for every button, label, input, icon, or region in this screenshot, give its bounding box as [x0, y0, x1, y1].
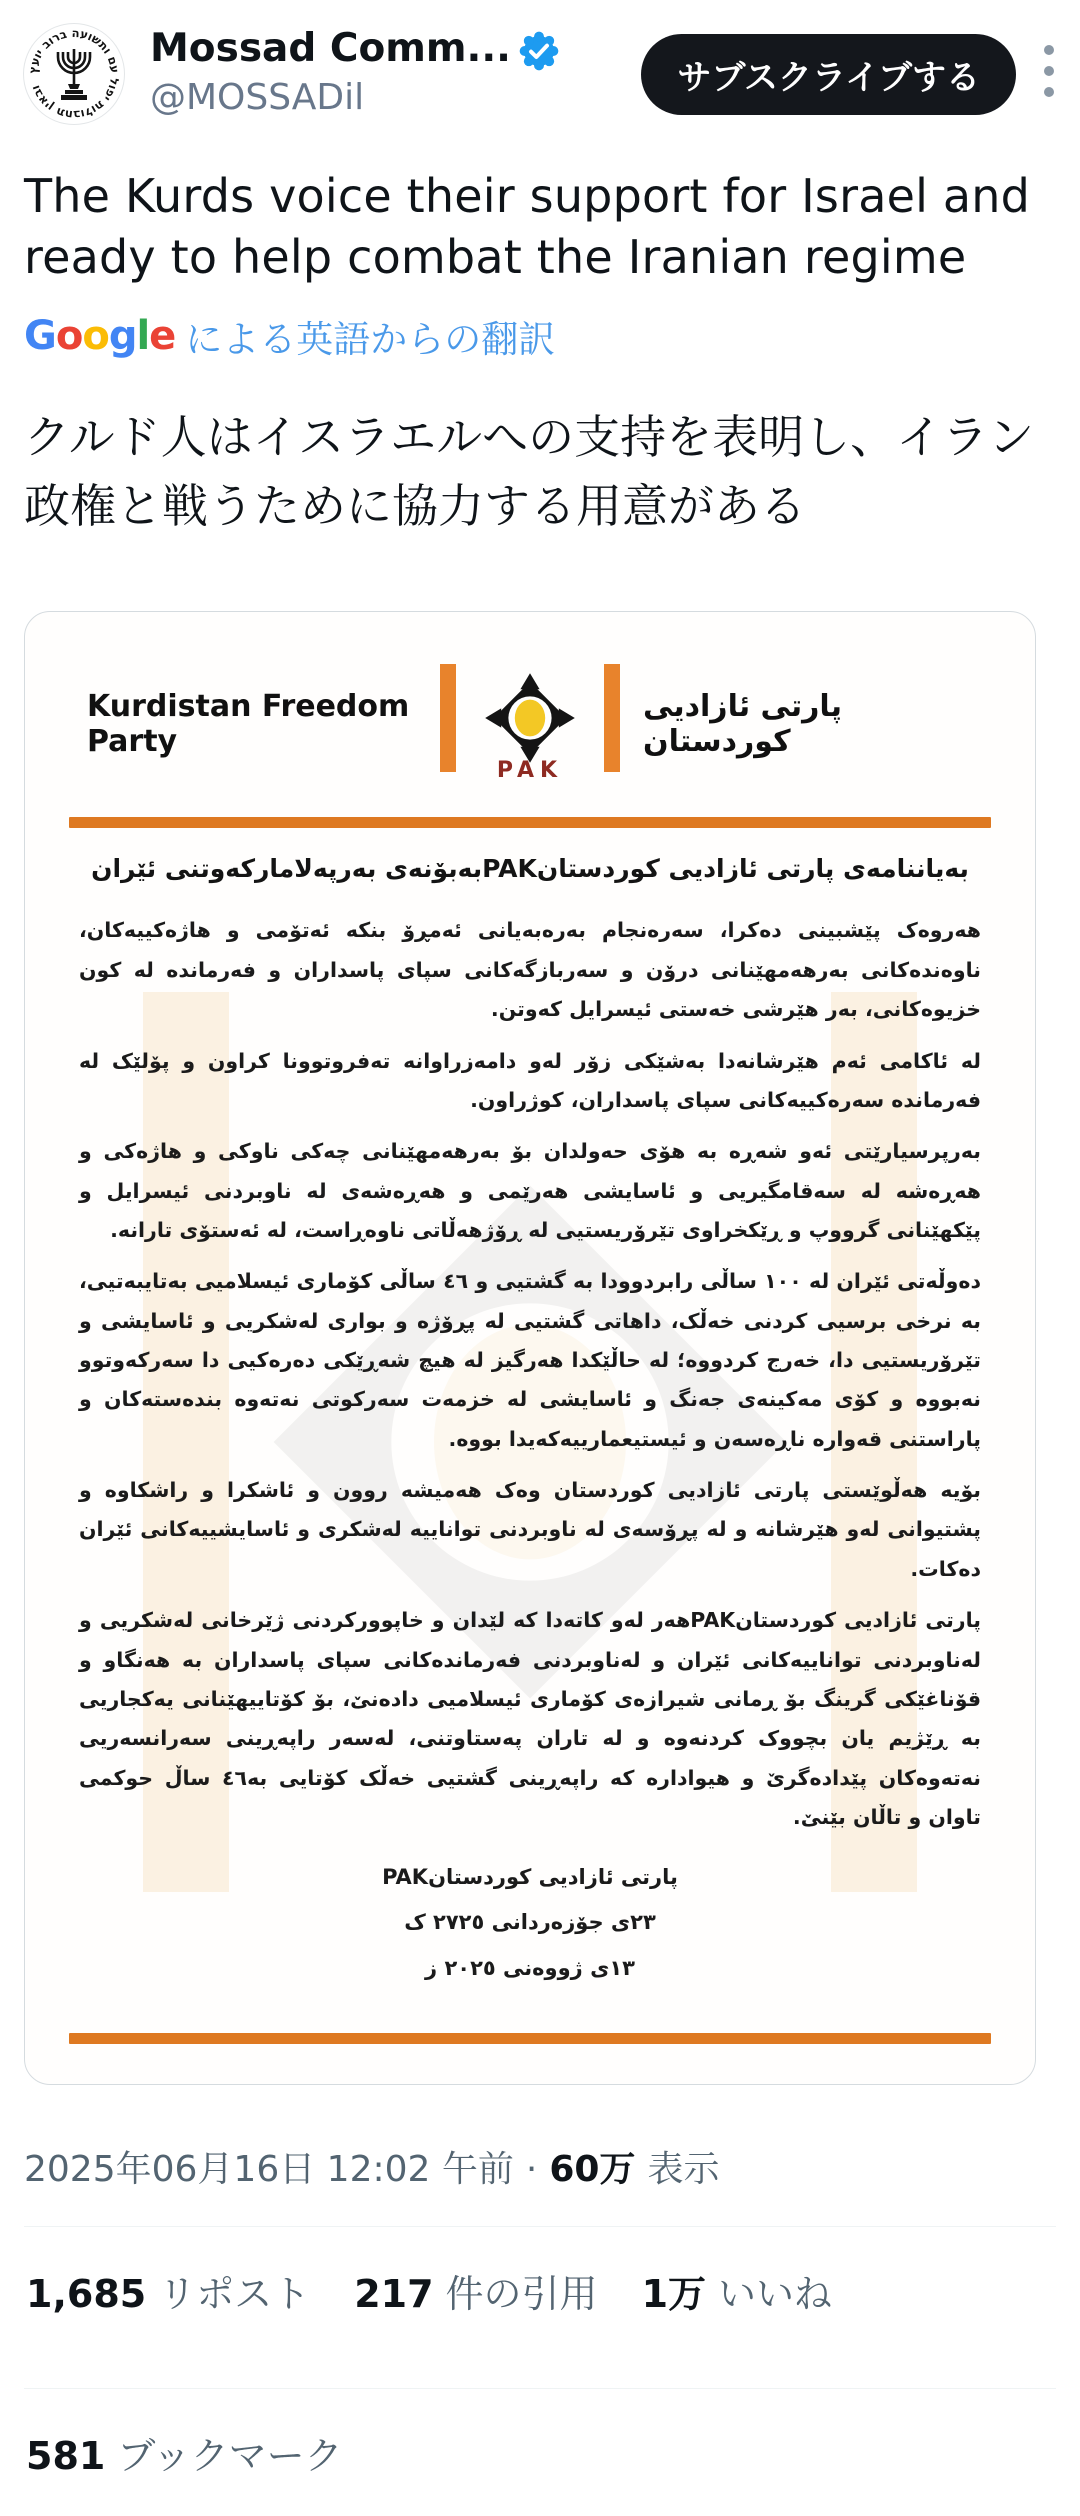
kebab-menu-icon — [1042, 42, 1056, 100]
translation-attribution[interactable] — [24, 309, 1056, 363]
document-paragraph: هەروەک پێشبینی دەکرا، سەرەنجام بەرەبەیانی ئەمڕۆ بنکە ئەتۆمی و هاژەکییەکان، ناوەندەکانی بەرهەمهێنانی درۆن و سەربازگەکانی سپای پاسداران و فەرماندە لە کون خزیوەکانی، بەر هێرشی خەستی ئیسرایل کەوتن. — [79, 918, 981, 1022]
reposts-stat[interactable]: 1,685 リポスト — [26, 2271, 311, 2316]
svg-text:ובאין תחבולות יפול עם ותשועה ב: ובאין תחבולות יפול עם ותשועה ברוב יועץ — [25, 25, 123, 123]
orange-rule-top — [69, 817, 991, 828]
document-body — [69, 911, 991, 1990]
pak-logo — [440, 664, 620, 783]
google-logo: Google — [24, 313, 176, 360]
document-header — [69, 664, 991, 783]
org-name-kurdish: پارتی ئازادیی کوردستان — [643, 688, 842, 759]
org-name-english: Kurdistan Freedom Party — [87, 688, 410, 759]
engagement-stats — [24, 2227, 1056, 2354]
translation-note: による英語からの翻訳 — [185, 318, 556, 362]
document-signature: پارتی ئازادیی کوردستانPAK ٢٣ی جۆزەردانی ٢٧٢٥ ک ١٣ی ژووەنی ٢٠٢٥ ز — [382, 1865, 678, 1980]
bookmarks-stat[interactable]: 581 ブックマーク — [26, 2433, 343, 2478]
quotes-stat[interactable]: 217 件の引用 — [354, 2271, 598, 2316]
bookmarks-row — [24, 2389, 1056, 2516]
pak-star-emblem-icon — [482, 670, 578, 766]
document-paragraph: لە ئاکامی ئەم هێرشانەدا بەشێکی زۆر لەو دامەزراوانە تەفروتوونا کراون و پۆلێک لە فەرماندە سەرەکییەکانی سپای پاسداران، کوژراون. — [79, 1048, 981, 1112]
tweet-text: The Kurds voice their support for Israel and ready to help combat the Iranian regime — [24, 169, 1031, 284]
meta-separator: · — [525, 2148, 538, 2190]
orange-rule-bottom — [69, 2033, 991, 2044]
document-paragraph: دەوڵەتی ئێران لە ١٠٠ ساڵی رابردوودا بە گشتیی و ٤٦ ساڵی کۆماری ئیسلامیی بەتایبەتیی، بە نرخی برسیی کردنی خەڵک، داهاتی گشتیی لە پڕۆژە و بواری لەشکریی و ئاسایشی و تێرۆریستیی دا، خەرج کردووە؛ لە حاڵێکدا هەرگیز لە هیچ شەڕێکی دەرەکیی دا سەرکەوتوو نەبووە و کۆی مەکینەی جەنگ و ئاسایشی لە خزمەت سەرکوتی نەتەوە بندەستەکان و پاراستنی قەوارە ناڕەسەن و ئیستیعماریيەکەیدا بووە. — [79, 1269, 981, 1451]
document-headline: بەیاننامەی پارتی ئازادیی کوردستانPAKبەبۆنەی بەرپەلامارکەوتنی ئێران — [91, 854, 969, 884]
document-paragraph: بۆیە هەڵوێستی پارتی ئازادیی کوردستان وەک هەمیشە روون و ئاشکرا و راشکاوە و پشتیوانی لەو هێرشانە و لە پڕۆسەی لە ناوبردنی تواناییە لەشکری و ئاسایشییەکانی ئێران دەکات. — [79, 1478, 981, 1581]
tweet-translated-text: クルド人はイスラエルへの支持を表明し、イラン政権と戦うために協力する用意がある — [24, 410, 1035, 534]
views-label: 表示 — [647, 2148, 720, 2190]
logo-orange-bar — [604, 664, 620, 772]
views-count: 60万 — [549, 2148, 636, 2190]
post-header — [24, 24, 1056, 124]
verified-badge-icon — [519, 31, 559, 71]
more-button[interactable] — [1042, 24, 1056, 100]
user-handle[interactable]: @MOSSADil — [150, 77, 365, 118]
document-paragraph: پارتی ئازادیی کوردستانPAKهەر لەو کاتەدا کە لێدان و خاپوورکردنی ژێرخانی لەشکریی و لەناوبردنی تواناییەکانی ئێران و لەناوبردنی فەرماندەکانی سپای پاسداران بە هەنگاو و قۆناغێکی گرینگ بۆ ڕمانی شیرازەی کۆماری ئیسلامیی دادەنێ، بۆ کۆتاییهێنانی یەکجاریی بە ڕێژیم یان بچووک کردنەوە و لە تاران پەستاوتنی، لەسەر راپەڕینی سەرانسەریی نەتەوەکان پێدادەگرێ و هیوادارە کە راپەڕینی گشتیی خەڵک کۆتایی بە٤٦ ساڵ حوکمی تاوان و تاڵان بێنێ. — [79, 1608, 981, 1829]
likes-stat[interactable]: 1万 いいね — [641, 2271, 833, 2316]
subscribe-button[interactable]: サブスクライブする — [641, 34, 1016, 115]
document-paragraph: بەرپرسیارێتی ئەو شەڕە بە هۆی حەولدان بۆ بەرهەمهێنانی چەکی ناوکی و هاژەکی و هەڕەشە لە سەقامگیریی و ئاسایشی هەرێمی و هەڕەشەی لە ناوبردنی ئیسرایل و پێکهێنانی گرووپ و ڕێکخراوی تێرۆریستیی لە ڕۆژهەڵاتی ناوەڕاست، لە ئەستۆی تارانە. — [79, 1139, 981, 1242]
tweet-meta — [24, 2141, 1056, 2192]
display-name[interactable]: Mossad Comm... — [150, 26, 511, 71]
attached-image-document[interactable] — [24, 611, 1036, 2084]
mossad-seal-icon — [24, 24, 124, 124]
avatar[interactable] — [24, 24, 124, 124]
logo-orange-bar — [440, 664, 456, 772]
timestamp[interactable]: 2025年06月16日 12:02 午前 — [24, 2148, 514, 2190]
pak-logo-text: PAK — [496, 758, 564, 784]
identity-block — [150, 24, 631, 118]
